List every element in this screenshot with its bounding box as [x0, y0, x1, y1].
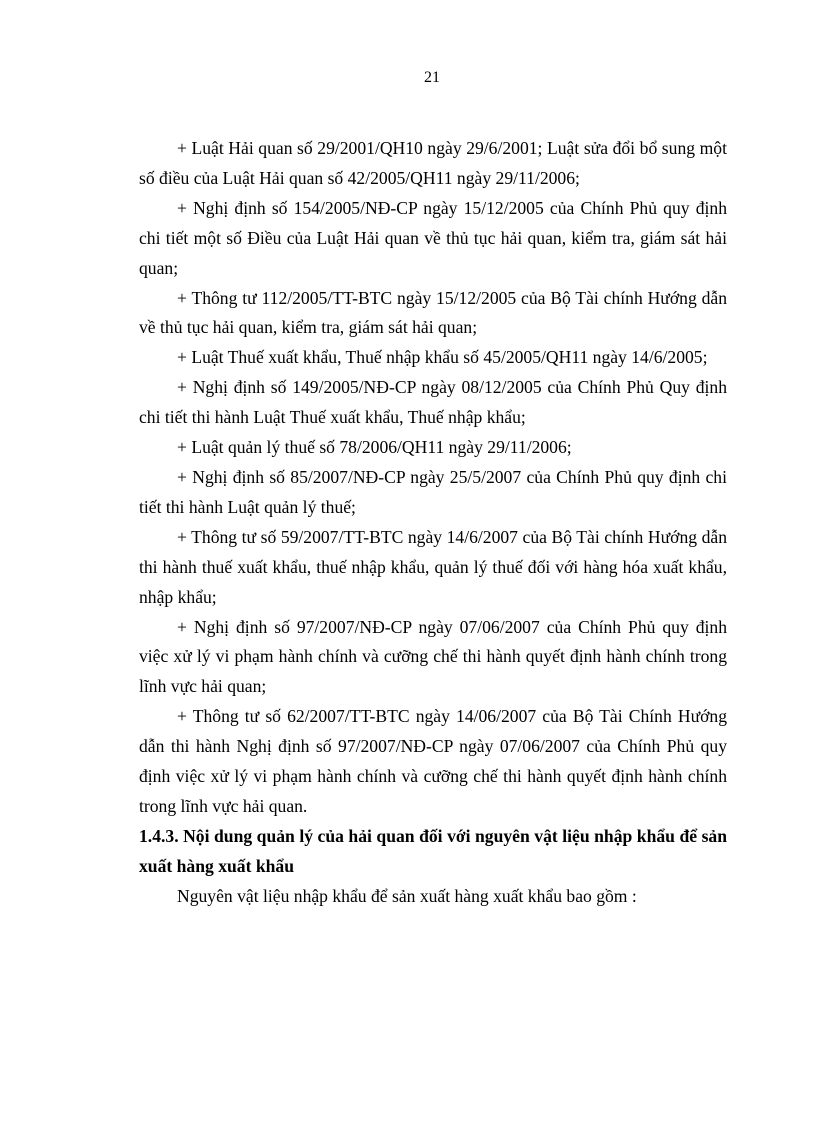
paragraph-customs-law: + Luật Hải quan số 29/2001/QH10 ngày 29/6/2001; Luật sửa đổi bổ sung một số điều của Luật Hải quan số 42/2005/QH11 ngày 29/11/2006;: [139, 138, 727, 188]
paragraph-decree-97: + Nghị định số 97/2007/NĐ-CP ngày 07/06/2007 của Chính Phủ quy định việc xử lý vi phạm hành chính và cưỡng chế thi hành quyết định hành chính trong lĩnh vực hải quan;: [139, 616, 727, 697]
section-heading: 1.4.3. Nội dung quản lý của hải quan đối với nguyên vật liệu nhập khẩu để sản xuất hàng xuất khẩu: [139, 825, 727, 876]
paragraph-tax-law-45: + Luật Thuế xuất khẩu, Thuế nhập khẩu số 45/2005/QH11 ngày 14/6/2005;: [177, 347, 708, 368]
document-body: [139, 134, 727, 912]
page-number: 21: [424, 69, 440, 86]
paragraph-circular-62: + Thông tư số 62/2007/TT-BTC ngày 14/06/2007 của Bộ Tài Chính Hướng dẫn thi hành Nghị định số 97/2007/NĐ-CP ngày 07/06/2007 của Chính Phủ quy định việc xử lý vi phạm hành chính và cưỡng chế thi hành quyết định hành chính trong lĩnh vực hải quan.: [139, 706, 727, 816]
paragraph-circular-112: + Thông tư 112/2005/TT-BTC ngày 15/12/2005 của Bộ Tài chính Hướng dẫn về thủ tục hải quan, kiểm tra, giám sát hải quan;: [139, 287, 727, 338]
paragraph-tax-management-law: + Luật quản lý thuế số 78/2006/QH11 ngày 29/11/2006;: [177, 437, 572, 458]
paragraph-decree-154: + Nghị định số 154/2005/NĐ-CP ngày 15/12/2005 của Chính Phủ quy định chi tiết một số Điều của Luật Hải quan về thủ tục hải quan, kiểm tra, giám sát hải quan;: [139, 197, 727, 278]
paragraph-decree-149: + Nghị định số 149/2005/NĐ-CP ngày 08/12/2005 của Chính Phủ Quy định chi tiết thi hành Luật Thuế xuất khẩu, Thuế nhập khẩu;: [139, 377, 727, 428]
paragraph-decree-85: + Nghị định số 85/2007/NĐ-CP ngày 25/5/2007 của Chính Phủ quy định chi tiết thi hành Luật quản lý thuế;: [139, 466, 727, 517]
closing-paragraph: Nguyên vật liệu nhập khẩu để sản xuất hàng xuất khẩu bao gồm :: [177, 885, 637, 906]
paragraph-circular-59: + Thông tư số 59/2007/TT-BTC ngày 14/6/2007 của Bộ Tài chính Hướng dẫn thi hành thuế xuất khẩu, thuế nhập khẩu, quản lý thuế đối với hàng hóa xuất khẩu, nhập khẩu;: [139, 526, 727, 607]
